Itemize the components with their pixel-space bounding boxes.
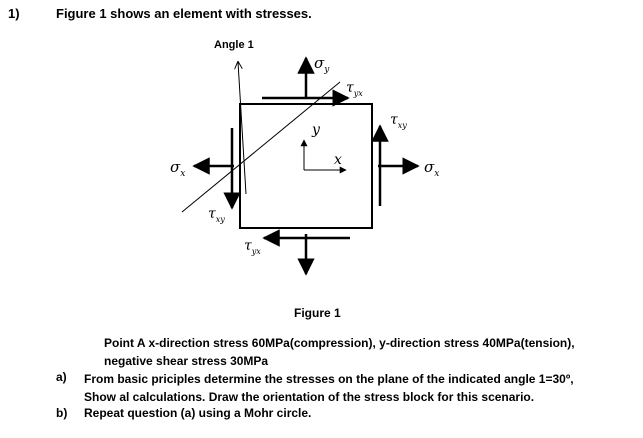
part-b-label: b): [56, 406, 68, 420]
sigma-y-label: $\sigma_y$: [314, 54, 330, 75]
part-a-line-1: From basic priciples determine the stresses on the plane of the indicated angle 1=30º,: [84, 372, 574, 386]
x-axis-label: x: [334, 152, 342, 168]
part-a-text: [84, 370, 574, 406]
question-number: 1): [8, 6, 20, 21]
problem-line-1: Point A x-direction stress 60MPa(compression), y-direction stress 40MPa(tension),: [104, 336, 575, 350]
part-a-line-2: Show al calculations. Draw the orientation of the stress block for this scenario.: [84, 390, 535, 404]
tau-xy-left-label: $\tau_{xy}$: [208, 206, 225, 224]
sigma-x-left-label: $\sigma_x$: [170, 158, 186, 179]
problem-statement: [104, 334, 575, 370]
part-b-text: Repeat question (a) using a Mohr circle.: [84, 406, 312, 420]
angle-label: Angle 1: [214, 39, 254, 51]
tau-yx-top-label: $\tau_{yx}$: [346, 80, 363, 98]
tau-yx-bottom-label: $\tau_{yx}$: [244, 238, 261, 256]
problem-line-2: negative shear stress 30MPa: [104, 354, 269, 368]
tau-xy-right-label: $\tau_{xy}$: [390, 112, 407, 130]
part-a-label: a): [56, 370, 67, 384]
stress-element-square: [240, 104, 372, 228]
question-title: Figure 1 shows an element with stresses.: [56, 6, 312, 21]
inclined-plane-line: [182, 82, 340, 212]
sigma-x-right-label: $\sigma_x$: [424, 158, 440, 179]
stress-element-diagram: [150, 30, 490, 300]
figure-caption: Figure 1: [294, 306, 341, 320]
y-axis-label: y: [312, 122, 320, 138]
